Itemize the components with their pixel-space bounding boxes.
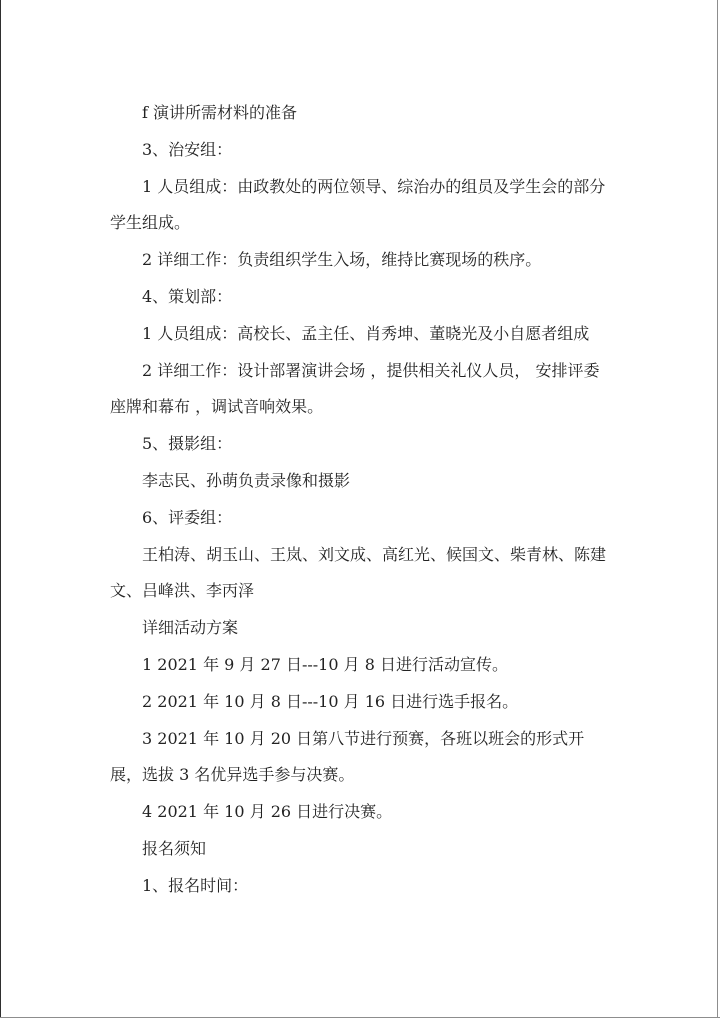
heading-judges-group: 6、评委组：	[142, 508, 233, 527]
paragraph-plan-step-4: 4 2021 年 10 月 26 日进行决赛。	[142, 802, 393, 821]
paragraph-plan-step-3: 3 2021 年 10 月 20 日第八节进行预赛，各班以班会的形式开展，选拔 3 名优异选手参与决赛。	[110, 729, 585, 784]
paragraph-judges-members: 王柏涛、胡玉山、王岚、刘文成、高红光、候国文、柴青林、陈建文、吕峰洪、李丙泽	[110, 545, 607, 600]
paragraph-security-work: 2 详细工作：负责组织学生入场，维持比赛现场的秩序。	[142, 250, 542, 269]
paragraph-security-members: 1 人员组成：由政教处的两位领导、综治办的组员及学生会的部分学生组成。	[110, 177, 606, 232]
heading-registration-notice: 报名须知	[142, 839, 207, 858]
paragraph-materials-prep: f 演讲所需材料的准备	[142, 103, 298, 122]
heading-security-group: 3、治安组：	[142, 140, 233, 159]
paragraph-planning-members: 1 人员组成：高校长、孟主任、肖秀坤、董晓光及小自愿者组成	[142, 324, 590, 343]
heading-registration-time: 1、报名时间：	[142, 876, 249, 895]
paragraph-planning-work: 2 详细工作：设计部署演讲会场 ，提供相关礼仪人员， 安排评委座牌和幕布 ，调试音响效果。	[110, 361, 600, 416]
paragraph-plan-step-2: 2 2021 年 10 月 8 日---10 月 16 日进行选手报名。	[142, 692, 519, 711]
heading-photography-group: 5、摄影组：	[142, 434, 233, 453]
heading-activity-plan: 详细活动方案	[142, 618, 239, 637]
heading-planning-dept: 4、策划部：	[142, 287, 233, 306]
paragraph-plan-step-1: 1 2021 年 9 月 27 日---10 月 8 日进行活动宣传。	[142, 655, 508, 674]
page-border-right	[717, 0, 718, 1018]
paragraph-photography-members: 李志民、孙萌负责录像和摄影	[142, 471, 351, 490]
document-body	[110, 95, 615, 905]
page-border-left	[0, 0, 1, 1018]
